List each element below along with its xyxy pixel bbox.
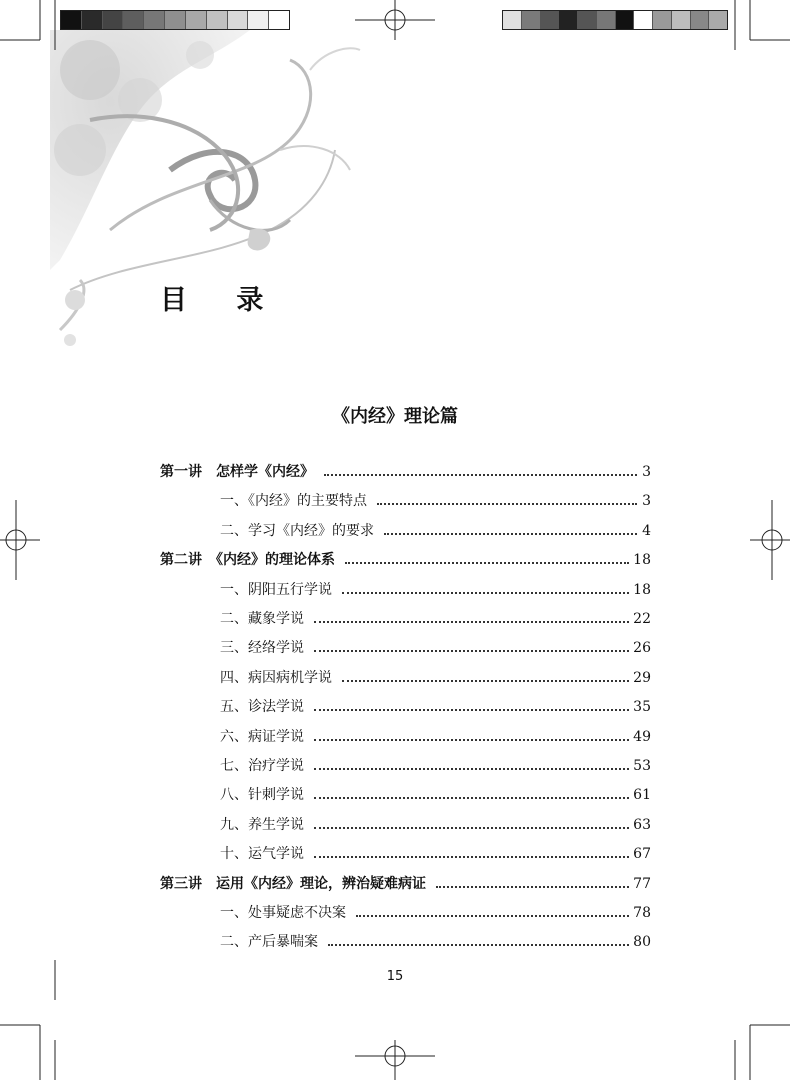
toc-page-number: 67	[633, 846, 651, 863]
toc-chapter[interactable]	[160, 871, 651, 893]
color-swatch	[559, 11, 578, 29]
toc-label: 一、处事疑虑不决案	[220, 905, 346, 921]
registration-mark-left	[0, 500, 40, 580]
toc-item[interactable]	[220, 694, 651, 716]
toc-page-number: 3	[642, 464, 651, 480]
toc-page-number: 80	[633, 934, 651, 951]
toc-page-number: 77	[633, 875, 651, 892]
color-swatch	[269, 11, 289, 29]
toc-page-number: 63	[633, 816, 651, 833]
color-bar-right	[502, 10, 728, 30]
toc-leader-dots	[314, 827, 629, 829]
toc-item[interactable]	[220, 577, 651, 599]
toc-label: 十、运气学说	[220, 846, 304, 863]
toc-label: 一、阴阳五行学说	[220, 581, 332, 598]
toc-page-number: 26	[633, 640, 651, 657]
toc-leader-dots	[342, 680, 629, 682]
color-swatch	[672, 11, 691, 29]
color-swatch	[709, 11, 727, 29]
color-swatch	[186, 11, 207, 29]
toc-label: 五、诊法学说	[220, 699, 304, 716]
toc-item[interactable]	[220, 782, 651, 804]
toc-label: 九、养生学说	[220, 816, 304, 833]
color-swatch	[578, 11, 597, 29]
color-swatch	[207, 11, 228, 29]
color-swatch	[61, 11, 82, 29]
color-swatch	[691, 11, 710, 29]
toc-page-number: 61	[633, 787, 651, 804]
toc-leader-dots	[314, 856, 629, 858]
toc-page-number: 29	[633, 669, 651, 686]
color-swatch	[597, 11, 616, 29]
toc-item[interactable]	[220, 518, 651, 540]
toc-page-number: 53	[633, 758, 651, 774]
toc-leader-dots	[324, 474, 637, 476]
color-swatch	[165, 11, 186, 29]
toc-item[interactable]	[220, 753, 651, 775]
toc-leader-dots	[314, 797, 629, 799]
toc-label: 六、病证学说	[220, 728, 304, 745]
toc-chapter[interactable]	[160, 459, 651, 481]
toc-page-number: 18	[633, 552, 651, 569]
color-swatch	[616, 11, 635, 29]
page-title: 目 录	[160, 285, 284, 316]
toc-item[interactable]	[220, 635, 651, 657]
registration-mark-bottom	[355, 1040, 435, 1080]
toc-leader-dots	[328, 944, 629, 946]
toc-item[interactable]	[220, 488, 651, 510]
toc-leader-dots	[314, 739, 629, 741]
toc-item[interactable]	[220, 724, 651, 746]
color-swatch	[103, 11, 124, 29]
section-title: 《内经》理论篇	[332, 406, 458, 427]
toc-leader-dots	[314, 709, 629, 711]
toc-item[interactable]	[220, 929, 651, 951]
toc-leader-dots	[377, 503, 637, 505]
toc-item[interactable]	[220, 812, 651, 834]
toc-label: 四、病因病机学说	[220, 669, 332, 686]
toc-page-number: 35	[633, 699, 651, 716]
toc-label: 二、产后暴喘案	[220, 934, 318, 951]
toc-page-number: 22	[633, 611, 651, 627]
color-swatch	[653, 11, 672, 29]
toc-page-number: 78	[633, 905, 651, 921]
toc-item[interactable]	[220, 841, 651, 863]
color-swatch	[144, 11, 165, 29]
color-swatch	[123, 11, 144, 29]
toc-leader-dots	[436, 886, 629, 888]
toc-label: 七、治疗学说	[220, 758, 304, 774]
registration-mark-top	[355, 0, 435, 40]
toc-leader-dots	[314, 621, 629, 623]
toc-page-number: 18	[633, 581, 651, 598]
toc-label: 第三讲 运用《内经》理论，辨治疑难病证	[160, 875, 426, 892]
color-bar-left	[60, 10, 290, 30]
toc-leader-dots	[345, 562, 629, 564]
toc-page-number: 3	[642, 493, 651, 510]
toc-leader-dots	[314, 650, 629, 652]
toc-label: 八、针刺学说	[220, 787, 304, 804]
toc-leader-dots	[384, 533, 637, 535]
toc-leader-dots	[356, 915, 629, 917]
color-swatch	[541, 11, 560, 29]
color-swatch	[82, 11, 103, 29]
toc-chapter[interactable]	[160, 547, 651, 569]
color-swatch	[634, 11, 653, 29]
color-swatch	[522, 11, 541, 29]
toc-leader-dots	[314, 768, 629, 770]
page-number: 15	[386, 969, 404, 984]
toc-page-number: 49	[633, 728, 651, 745]
toc-label: 二、藏象学说	[220, 611, 304, 627]
toc-label: 三、经络学说	[220, 640, 304, 657]
toc-page-number: 4	[642, 522, 651, 539]
toc-item[interactable]	[220, 606, 651, 628]
color-swatch	[248, 11, 269, 29]
toc-label: 二、学习《内经》的要求	[220, 522, 374, 539]
toc-label: 第二讲 《内经》的理论体系	[160, 552, 335, 569]
toc-leader-dots	[342, 592, 629, 594]
toc-label: 第一讲 怎样学《内经》	[160, 464, 314, 480]
color-swatch	[228, 11, 249, 29]
toc-label: 一、《内经》的主要特点	[220, 493, 367, 510]
toc-item[interactable]	[220, 900, 651, 922]
registration-mark-right	[750, 500, 790, 580]
toc-item[interactable]	[220, 665, 651, 687]
color-swatch	[503, 11, 522, 29]
